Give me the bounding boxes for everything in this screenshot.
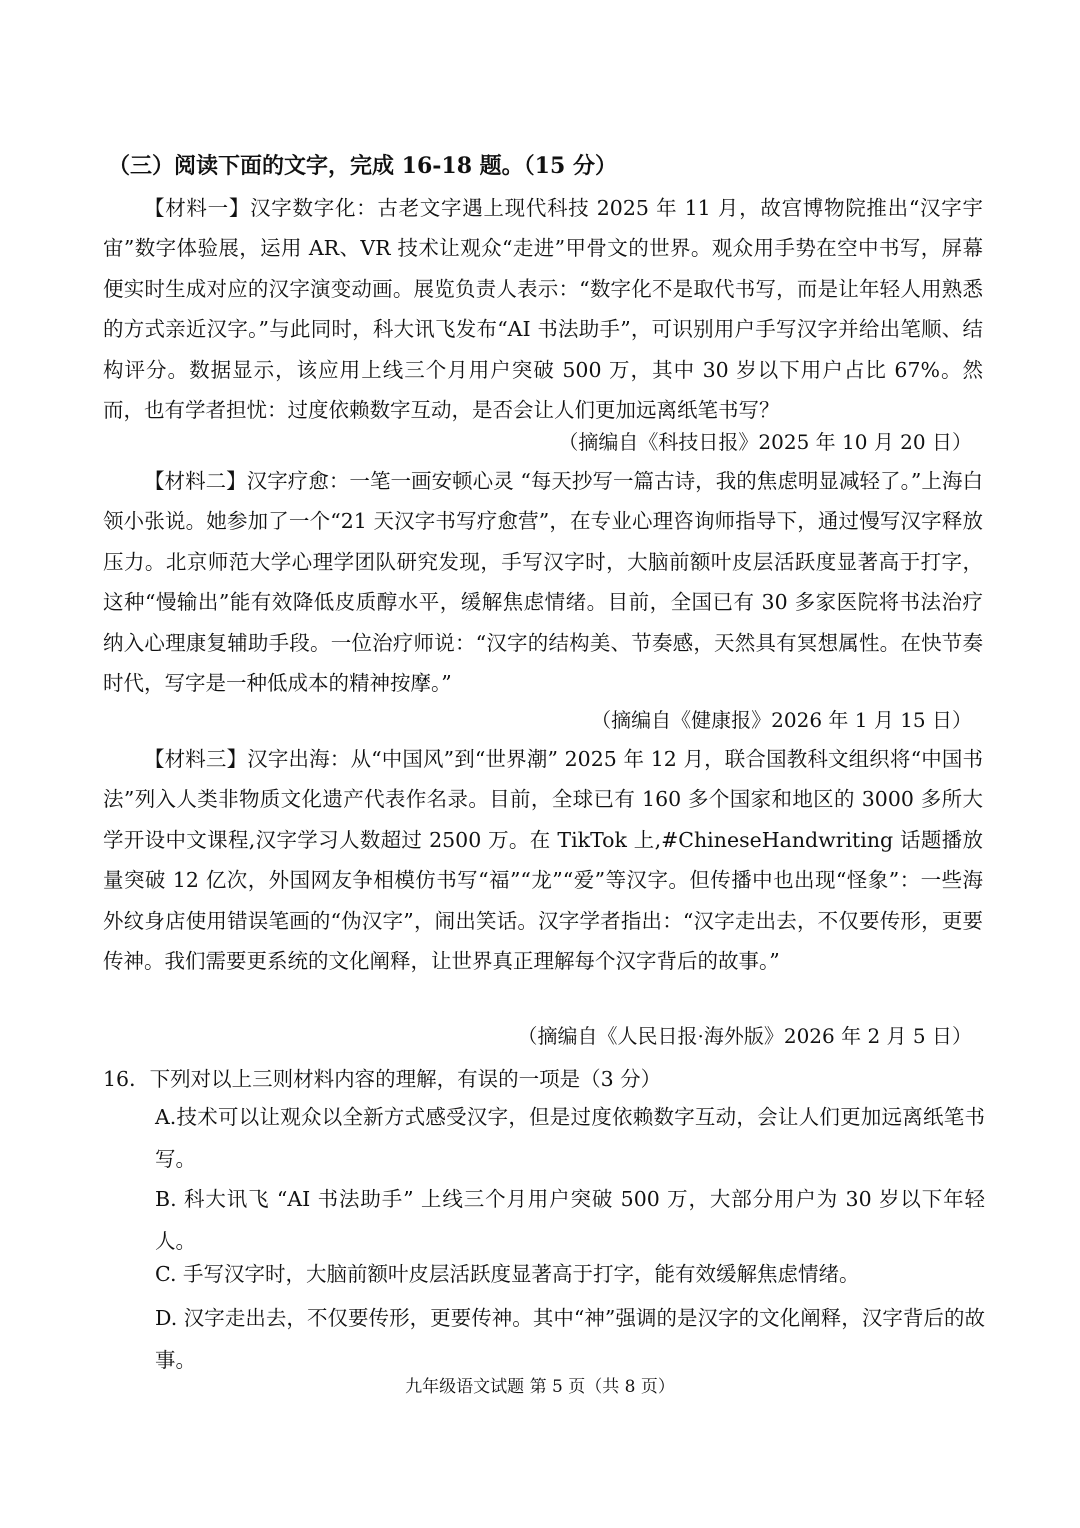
material-1-text: 【材料一】汉字数字化：古老文字遇上现代科技 2025 年 11 月，故宫博物院推出“汉字宇宙”数字体验展，运用 AR、VR 技术让观众“走进”甲骨文的世界。观众用手势在空中书写，屏幕便实时生成对应的汉字演变动画。展览负责人表示：“数字化不是取代书写，而是让年轻人用熟悉的方式亲近汉字。”与此同时，科大讯飞发布“AI 书法助手”，可识别用户手写汉字并给出笔顺、结构评分。数据显示，该应用上线三个月用户突破 500 万，其中 30 岁以下用户占比 67%。然而，也有学者担忧：过度依赖数字互动，是否会让人们更加远离纸笔书写？ bbox=[103, 196, 983, 423]
material-2-source: （摘编自《健康报》2026 年 1 月 15 日） bbox=[591, 708, 972, 732]
material-3-source: （摘编自《人民日报·海外版》2026 年 2 月 5 日） bbox=[517, 1024, 972, 1048]
question-16-option-c: C. 手写汉字时，大脑前额叶皮层活跃度显著高于打字，能有效缓解焦虑情绪。 bbox=[155, 1262, 860, 1286]
page-footer: 九年级语文试题 第 5 页（共 8 页） bbox=[405, 1377, 675, 1397]
question-16-option-a: A.技术可以让观众以全新方式感受汉字，但是过度依赖数字互动，会让人们更加远离纸笔书写。 bbox=[155, 1105, 985, 1171]
question-16-option-b: B. 科大讯飞 “AI 书法助手” 上线三个月用户突破 500 万，大部分用户为 30 岁以下年轻人。 bbox=[155, 1187, 985, 1253]
section-title: （三）阅读下面的文字，完成 16-18 题。（15 分） bbox=[108, 153, 617, 179]
question-16-option-d: D. 汉字走出去，不仅要传形，更要传神。其中“神”强调的是汉字的文化阐释，汉字背后的故事。 bbox=[155, 1306, 985, 1372]
material-3-text: 【材料三】汉字出海：从“中国风”到“世界潮” 2025 年 12 月，联合国教科文组织将“中国书法”列入人类非物质文化遗产代表作名录。目前，全球已有 160 多个国家和地区的 3000 多所大学开设中文课程,汉字学习人数超过 2500 万。在 TikTok 上,#ChineseHandwriting 话题播放量突破 12 亿次，外国网友争相模仿书写“福”“龙”“爱”等汉字。但传播中也出现“怪象”：一些海外纹身店使用错误笔画的“伪汉字”，闹出笑话。汉字学者指出：“汉字走出去，不仅要传形，更要传神。我们需要更系统的文化阐释，让世界真正理解每个汉字背后的故事。” bbox=[103, 747, 983, 974]
material-1-source: （摘编自《科技日报》2025 年 10 月 20 日） bbox=[558, 430, 972, 454]
question-16-stem: 16．下列对以上三则材料内容的理解，有误的一项是（3 分） bbox=[103, 1067, 662, 1091]
material-2-text: 【材料二】汉字疗愈：一笔一画安顿心灵 “每天抄写一篇古诗，我的焦虑明显减轻了。”上海白领小张说。她参加了一个“21 天汉字书写疗愈营”，在专业心理咨询师指导下，通过慢写汉字释放压力。北京师范大学心理学团队研究发现，手写汉字时，大脑前额叶皮层活跃度显著高于打字，这种“慢输出”能有效降低皮质醇水平，缓解焦虑情绪。目前，全国已有 30 多家医院将书法治疗纳入心理康复辅助手段。一位治疗师说：“汉字的结构美、节奏感，天然具有冥想属性。在快节奏时代，写字是一种低成本的精神按摩。” bbox=[103, 469, 983, 696]
